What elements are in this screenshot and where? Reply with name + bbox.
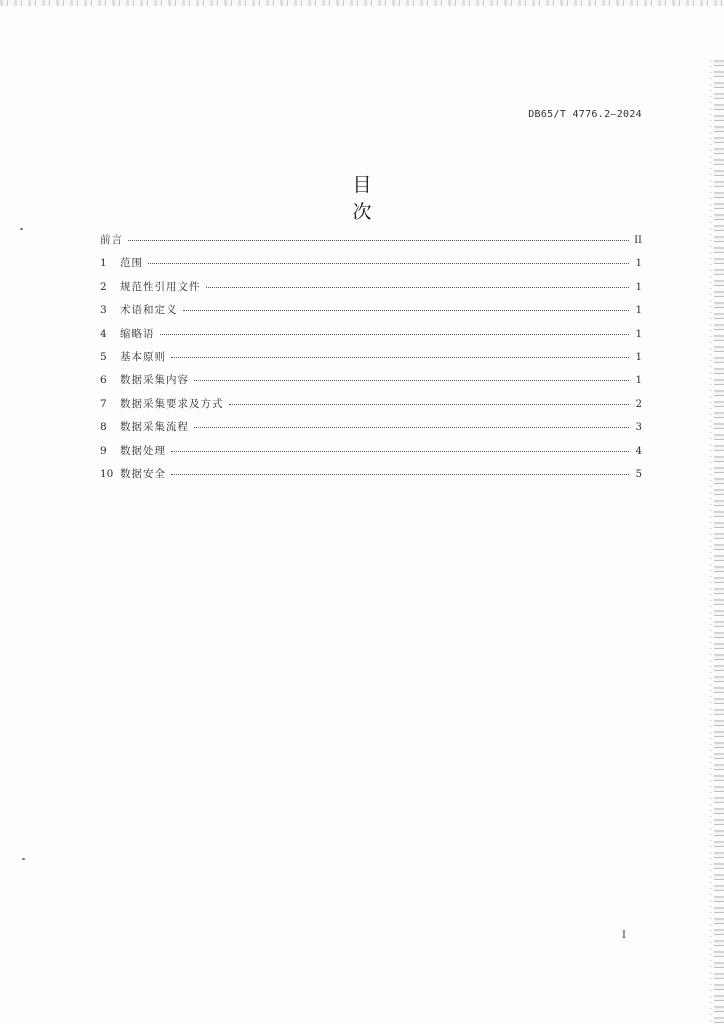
toc-entry-label: 术语和定义 (120, 304, 178, 317)
toc-entry-page: 1 (635, 281, 642, 293)
toc-entry-label: 数据安全 (120, 467, 166, 480)
toc-entry-label: 数据采集内容 (120, 374, 189, 387)
toc-entry-data-processing[interactable] (100, 443, 642, 466)
toc-entry-label: 数据采集要求及方式 (120, 397, 224, 410)
toc-entry-page: 2 (635, 398, 642, 410)
toc-entry-label: 前言 (100, 234, 123, 246)
toc-entry-label: 数据处理 (120, 444, 166, 457)
toc-entry-label: 数据采集流程 (120, 421, 189, 434)
toc-leader-dots (194, 379, 629, 381)
scan-speck (22, 858, 25, 860)
toc-leader-dots (171, 450, 629, 452)
toc-leader-dots (171, 356, 629, 358)
toc-leader-dots (206, 286, 630, 288)
toc-leader-dots (171, 473, 629, 475)
toc-entry-label: 基本原则 (120, 350, 166, 363)
toc-leader-dots (194, 426, 629, 428)
toc-entry-scope[interactable] (100, 255, 642, 278)
toc-leader-dots (128, 239, 629, 241)
toc-entry-number: 5 (100, 350, 107, 363)
toc-leader-dots (160, 333, 630, 335)
toc-entry-number: 8 (100, 421, 107, 434)
toc-entry-page: 5 (635, 468, 642, 480)
toc-entry-number: 10 (100, 467, 114, 480)
toc-entry-foreword[interactable] (100, 232, 642, 255)
toc-entry-page: 4 (635, 445, 642, 457)
toc-title: 目 次 (352, 174, 459, 223)
page-number: I (622, 930, 626, 941)
table-of-contents (100, 232, 642, 489)
scan-top-edge (0, 0, 724, 6)
toc-entry-abbreviations[interactable] (100, 326, 642, 349)
toc-entry-number: 9 (100, 444, 107, 457)
toc-entry-page: 1 (635, 305, 642, 317)
toc-entry-label: 缩略语 (120, 327, 155, 340)
toc-entry-basic-principles[interactable] (100, 349, 642, 372)
toc-entry-normative-references[interactable] (100, 279, 642, 302)
toc-entry-number: 7 (100, 397, 107, 410)
toc-entry-collection-process[interactable] (100, 419, 642, 442)
toc-entry-number: 2 (100, 280, 107, 293)
toc-leader-dots (229, 403, 630, 405)
scan-right-edge (714, 60, 724, 1024)
scan-speck (20, 228, 23, 230)
toc-entry-label: 范围 (120, 257, 143, 270)
toc-entry-number: 3 (100, 304, 107, 317)
toc-entry-page: 1 (635, 375, 642, 387)
toc-entry-page: II (634, 235, 642, 246)
toc-entry-label: 规范性引用文件 (120, 280, 201, 293)
toc-entry-number: 6 (100, 374, 107, 387)
toc-entry-collection-content[interactable] (100, 372, 642, 395)
scan-right-edge-line (709, 60, 712, 1024)
toc-entry-page: 3 (635, 422, 642, 434)
toc-entry-page: 1 (635, 351, 642, 363)
toc-entry-data-security[interactable] (100, 466, 642, 489)
toc-leader-dots (148, 262, 629, 264)
toc-leader-dots (183, 309, 630, 311)
toc-entry-collection-requirements[interactable] (100, 396, 642, 419)
standard-code: DB65/T 4776.2—2024 (528, 109, 642, 120)
toc-entry-page: 1 (635, 328, 642, 340)
toc-entry-number: 1 (100, 257, 107, 270)
toc-entry-number: 4 (100, 327, 107, 340)
toc-entry-terms-definitions[interactable] (100, 302, 642, 325)
toc-entry-page: 1 (635, 258, 642, 270)
